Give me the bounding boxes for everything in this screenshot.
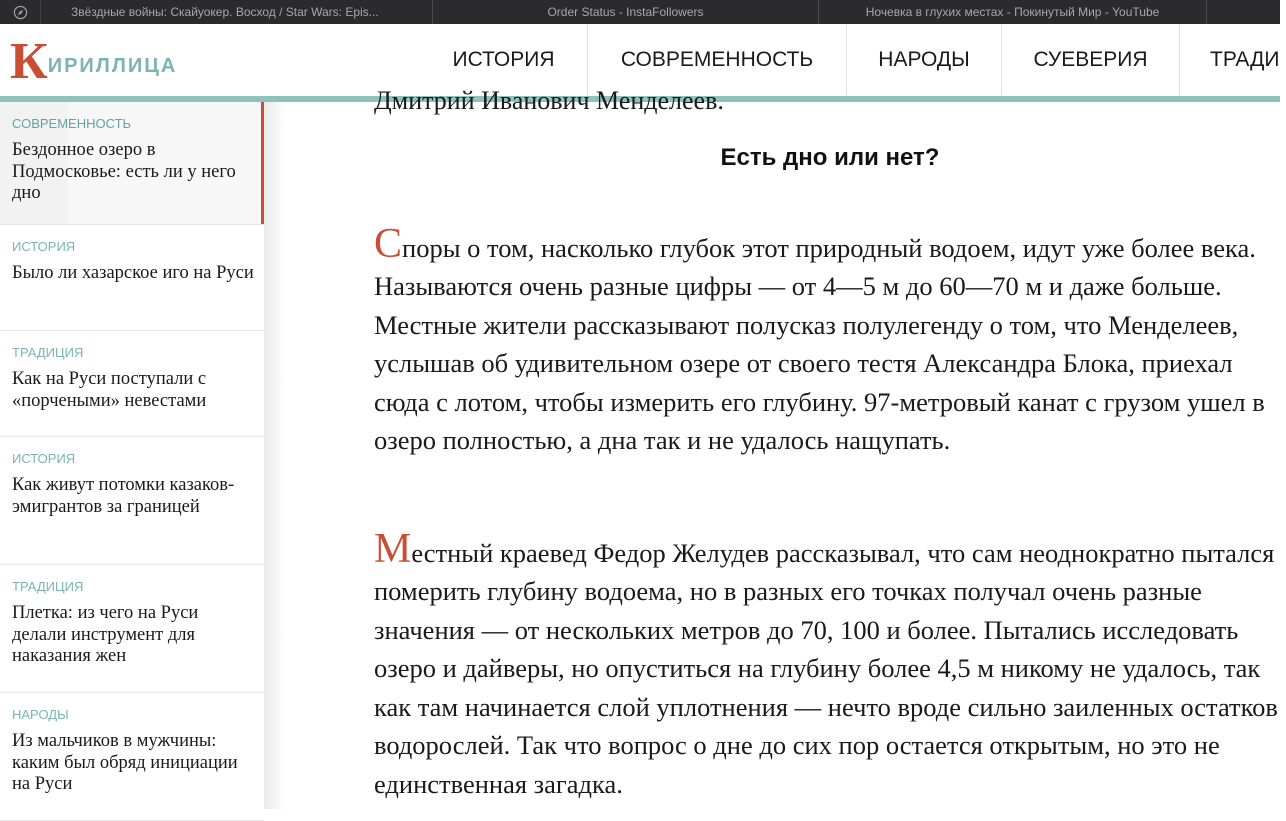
sidebar-item-title: Плетка: из чего на Руси делали инструмент для наказания жен — [12, 603, 199, 666]
sidebar-article-list — [0, 102, 264, 809]
sidebar-item-title: Как живут потомки казаков-эмигрантов за границей — [12, 475, 235, 517]
compass-icon[interactable] — [0, 0, 41, 24]
browser-tab-title: Звёздные войны: Скайуокер. Восход / Star Wars: Epis... — [71, 5, 379, 19]
browser-tab-bar — [0, 0, 1280, 24]
nav-item-peoples[interactable]: НАРОДЫ — [847, 24, 1002, 96]
sidebar-item-category: ТРАДИЦИЯ — [12, 579, 84, 594]
paragraph-text: поры о том, насколько глубок этот природный водоем, идут уже более века. Называются очень разные цифры — от 4—5 м до 60—70 м и даже больше. Местные жители рассказывают полусказ полулегенду о том, что Менделеев, услышав об удивительном озере от своего тестя Александра Блока, приехал сюда с лотом, чтобы измерить его глубину. 97-метровый канат с грузом ушел в озеро полностью, а дна так и не удалось нащупать. — [374, 232, 1265, 455]
sidebar-item-active[interactable] — [0, 102, 264, 225]
sidebar-item-category: ИСТОРИЯ — [12, 451, 76, 466]
tab-bar-empty — [1207, 0, 1280, 24]
sidebar-divider — [264, 102, 286, 809]
sidebar-item-title: Было ли хазарское иго на Руси — [12, 263, 254, 283]
sidebar-item[interactable] — [0, 437, 264, 565]
browser-tab-title: Order Status - InstaFollowers — [547, 5, 704, 19]
browser-tab-2[interactable] — [433, 0, 819, 24]
article-subheading: Есть дно или нет? — [720, 144, 940, 171]
dropcap: М — [374, 525, 412, 572]
image-caption: Дмитрий Иванович Менделеев. — [374, 86, 724, 115]
site-logo[interactable] — [10, 33, 178, 90]
nav-item-history[interactable]: ИСТОРИЯ — [420, 24, 588, 96]
sidebar-item-category: НАРОДЫ — [12, 707, 69, 722]
sidebar-item[interactable] — [0, 225, 264, 331]
sidebar-item[interactable] — [0, 565, 264, 693]
paragraph-text: естный краевед Федор Желудев рассказывал, что сам неоднократно пытался померить глубину водоема, но в разных его точках получал очень разные значения — от нескольких метров до 70, 100 и более. Пытались исследовать озеро и дайверы, но опуститься на глубину более 4,5 м никому не удалось, так как там начинается слой уплотнения — нечто вроде сильно заиленных остатков водорослей. Так что вопрос о дне до сих пор остается открытым, но это не единственная загадка. — [374, 537, 1278, 799]
sidebar-item-category: ИСТОРИЯ — [12, 239, 76, 254]
logo-text: ИРИЛЛИЦА — [47, 54, 178, 77]
logo-first-letter: К — [10, 33, 46, 90]
article-paragraph — [374, 220, 1280, 460]
browser-tab-1[interactable] — [41, 0, 433, 24]
sidebar-item[interactable] — [0, 331, 264, 437]
sidebar-item-category: СОВРЕМЕННОСТЬ — [12, 116, 132, 131]
browser-tab-3[interactable] — [819, 0, 1207, 24]
sidebar-item-title: Из мальчиков в мужчины: каким был обряд инициации на Руси — [12, 731, 238, 794]
sidebar-item-title: Бездонное озеро в Подмосковье: есть ли у него дно — [12, 140, 236, 203]
sidebar-item[interactable] — [0, 693, 264, 821]
browser-tab-title: Ночевка в глухих местах - Покинутый Мир - YouTube — [865, 5, 1160, 19]
dropcap: С — [374, 220, 403, 267]
sidebar-item-title: Как на Руси поступали с «порчеными» невестами — [12, 369, 207, 411]
nav-item-modernity[interactable]: СОВРЕМЕННОСТЬ — [588, 24, 847, 96]
nav-item-superstitions[interactable]: СУЕВЕРИЯ — [1002, 24, 1180, 96]
sidebar-item-category: ТРАДИЦИЯ — [12, 345, 84, 360]
article-body — [374, 86, 1280, 809]
nav-item-traditions[interactable]: ТРАДИ — [1210, 48, 1280, 71]
article-paragraph — [374, 525, 1280, 804]
